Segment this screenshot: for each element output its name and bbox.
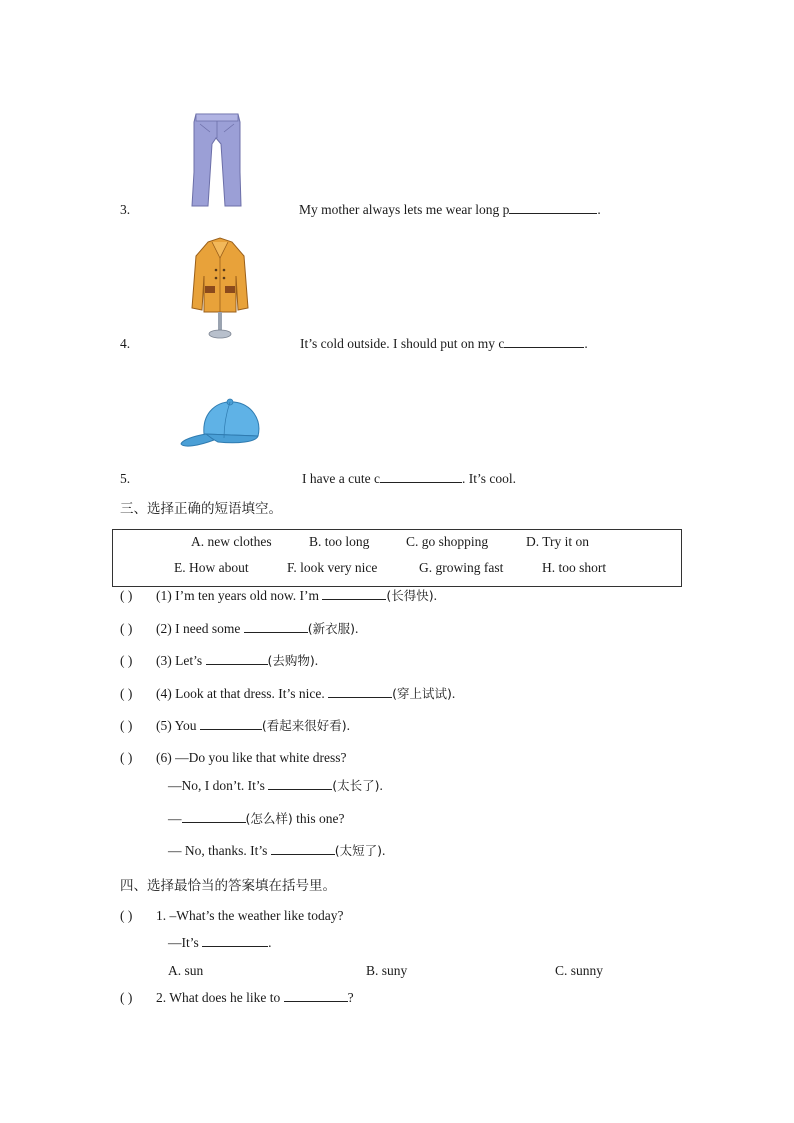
s3-question-3: ( ) (3) Let’s (去购物). <box>120 653 319 668</box>
answer-blank[interactable] <box>182 811 246 823</box>
s3-question-1: ( ) (1) I’m ten years old now. I’m (长得快). <box>120 588 437 603</box>
item-3-number: 3. <box>120 202 131 217</box>
s3-question-6-line3: — (怎么样) this one? <box>168 811 345 826</box>
answer-blank[interactable] <box>202 935 268 947</box>
coat-icon <box>190 236 250 340</box>
answer-blank[interactable] <box>504 336 584 348</box>
answer-blank[interactable] <box>268 778 332 790</box>
answer-paren[interactable]: ( ) <box>120 653 133 668</box>
answer-paren[interactable]: ( ) <box>120 990 133 1005</box>
s3-question-4: ( ) (4) Look at that dress. It’s nice. (穿上试试). <box>120 686 456 701</box>
answer-blank[interactable] <box>509 202 597 214</box>
option-b: B. too long <box>309 534 370 549</box>
s4-q1-option-c: C. sunny <box>555 963 604 978</box>
s3-question-6-line2: —No, I don’t. It’s (太长了). <box>168 778 383 793</box>
item-5-sentence: I have a cute c . It’s cool. <box>302 471 516 486</box>
option-h: H. too short <box>542 560 607 575</box>
trousers-icon <box>188 112 246 208</box>
option-c: C. go shopping <box>406 534 489 549</box>
option-d: D. Try it on <box>526 534 590 549</box>
s3-question-6-line4: — No, thanks. It’s (太短了). <box>168 843 386 858</box>
s3-question-5: ( ) (5) You (看起来很好看). <box>120 718 351 733</box>
answer-paren[interactable]: ( ) <box>120 750 133 765</box>
answer-blank[interactable] <box>200 718 262 730</box>
answer-paren[interactable]: ( ) <box>120 718 133 733</box>
answer-paren[interactable]: ( ) <box>120 908 133 923</box>
answer-paren[interactable]: ( ) <box>120 588 133 603</box>
answer-blank[interactable] <box>328 686 392 698</box>
cap-icon <box>178 396 262 452</box>
answer-blank[interactable] <box>380 471 462 483</box>
s3-question-6: ( ) (6) —Do you like that white dress? <box>120 750 347 765</box>
option-e: E. How about <box>174 560 249 575</box>
s4-question-1-line2: —It’s . <box>168 935 272 950</box>
answer-paren[interactable]: ( ) <box>120 621 133 636</box>
word-bank-box <box>112 529 682 587</box>
option-g: G. growing fast <box>419 560 504 575</box>
s4-q1-option-b: B. suny <box>366 963 408 978</box>
answer-paren[interactable]: ( ) <box>120 686 133 701</box>
answer-blank[interactable] <box>284 990 348 1002</box>
option-f: F. look very nice <box>287 560 378 575</box>
item-3-sentence: My mother always lets me wear long p . <box>299 202 601 217</box>
section4-title: 四、选择最恰当的答案填在括号里。 <box>120 878 336 894</box>
answer-blank[interactable] <box>322 588 386 600</box>
item-4-number: 4. <box>120 336 131 351</box>
item-4-sentence: It’s cold outside. I should put on my c . <box>300 336 588 351</box>
option-a: A. new clothes <box>191 534 272 549</box>
item-5-number: 5. <box>120 471 131 486</box>
section3-title: 三、选择正确的短语填空。 <box>120 501 282 517</box>
s3-question-2: ( ) (2) I need some (新衣服). <box>120 621 359 636</box>
s4-question-2: ( ) 2. What does he like to ? <box>120 990 354 1005</box>
answer-blank[interactable] <box>206 653 268 665</box>
answer-blank[interactable] <box>271 843 335 855</box>
s4-question-1: ( ) 1. –What’s the weather like today? <box>120 908 344 923</box>
s4-q1-option-a: A. sun <box>168 963 204 978</box>
answer-blank[interactable] <box>244 621 308 633</box>
